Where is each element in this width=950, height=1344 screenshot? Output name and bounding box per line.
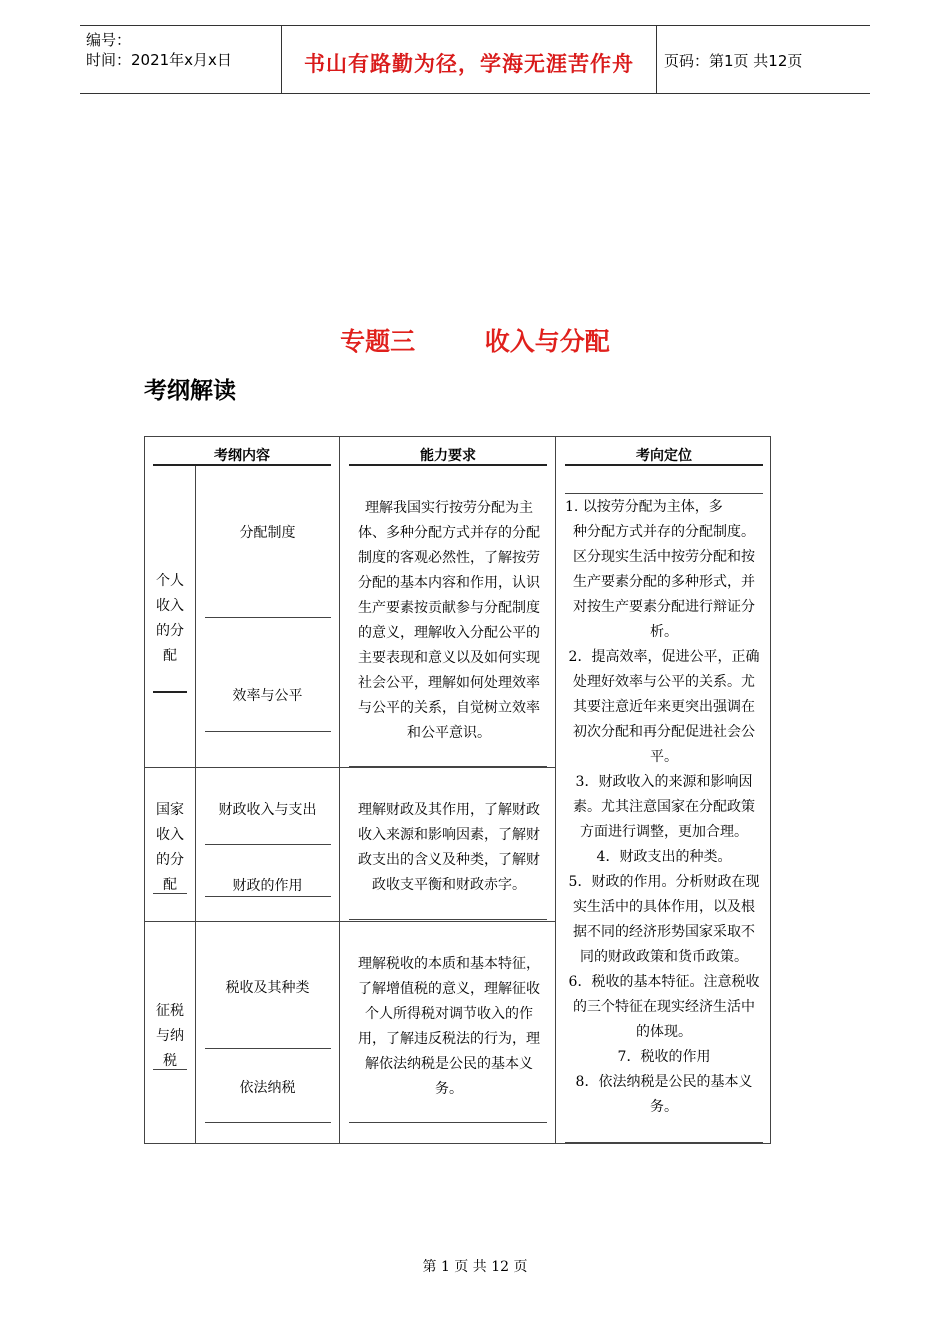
header-meta [86,30,232,70]
topic-item: 分配制度 [239,525,296,541]
cell-rule [153,893,187,894]
header-divider [656,26,657,93]
col-line [555,437,556,1144]
row-separator [145,767,555,768]
header-ability: 能力要求 [420,448,476,464]
cell-rule [565,1142,763,1143]
group-name: 国家 收入 的分 配 [156,802,184,893]
syllabus-table [144,436,771,1144]
header-rule [153,464,331,466]
group-name: 征税 与纳 税 [156,1003,184,1069]
header-direction: 考向定位 [636,448,692,464]
header-motto: 书山有路勤为径，学海无涯苦作舟 [304,51,634,76]
cell-rule [153,1069,187,1070]
page-header [80,25,870,94]
cell-rule [349,766,547,767]
header-rule [565,464,763,466]
time-label: 时间：2021年x月x日 [86,51,232,69]
header-rule [349,464,547,466]
cell-rule [205,617,331,618]
direction-text: 1. 以按劳分配为主体，多 种分配方式并存的分配制度。 区分现实生活中按劳分配和按 生产要素分配的多种形式，并 对按生产要素分配进行辩证分 析。 2．提高效率，促进公平，正确 处理好效率与公平的关系。尤 其要注意近年来更突出强调在 初次分配和再分配促进社会公 平。 3．财政收入的来源和影响因 素。尤其注意国家在分配政策 方面进行调整，更加合理。 4．财政支出的种类。 5．财政的作用。分析财政在现 实生活中的具体作用，以及根 据不同的经济形势国家采取不 同的财政政策和货币政策。 6．税收的基本特征。注意税收 的三个特征在现实经济生活中 的体现。 7．税收的作用 8．依法纳税是公民的基本义 务。 [565,499,760,1115]
number-label: 编号： [86,31,132,49]
cell-rule [205,1122,331,1123]
cell-rule [349,1122,547,1123]
topic-item: 效率与公平 [232,688,303,704]
page-footer: 第 1 页 共 12 页 [422,1259,528,1275]
document-title: 专题三 收入与分配 [340,327,610,356]
group-name: 个人 收入 的分 配 [156,573,184,664]
header-content: 考纲内容 [214,448,270,464]
ability-text: 理解我国实行按劳分配为主 体、多种分配方式并存的分配 制度的客观必然性，了解按劳 分配的基本内容和作用，认识 生产要素按贡献参与分配制度 的意义，理解收入分配公平的 主要表现和意义以及如何实现 社会公平，理解如何处理效率 与公平的关系，自觉树立效率 和公平意识。 [358,500,540,741]
topic-item: 税收及其种类 [225,980,310,996]
cell-rule [205,731,331,732]
cell-rule [349,919,547,920]
cell-rule [565,493,763,494]
ability-text: 理解税收的本质和基本特征， 了解增值税的意义，理解征收 个人所得税对调节收入的作 用，了解违反税法的行为，理 解依法纳税是公民的基本义 务。 [358,956,540,1097]
cell-rule [153,691,187,693]
col-line [339,437,340,1144]
row-separator [145,921,555,922]
topic-item: 财政收入与支出 [218,802,317,818]
topic-item: 依法纳税 [239,1080,296,1096]
section-heading: 考纲解读 [144,377,236,404]
cell-rule [205,844,331,845]
ability-text: 理解财政及其作用，了解财政 收入来源和影响因素，了解财 政支出的含义及种类，了解财 政收支平衡和财政赤字。 [358,802,540,893]
header-page-info: 页码：第1页 共12页 [664,52,803,70]
topic-item: 财政的作用 [232,878,303,894]
cell-rule [205,896,331,897]
cell-rule [205,1048,331,1049]
